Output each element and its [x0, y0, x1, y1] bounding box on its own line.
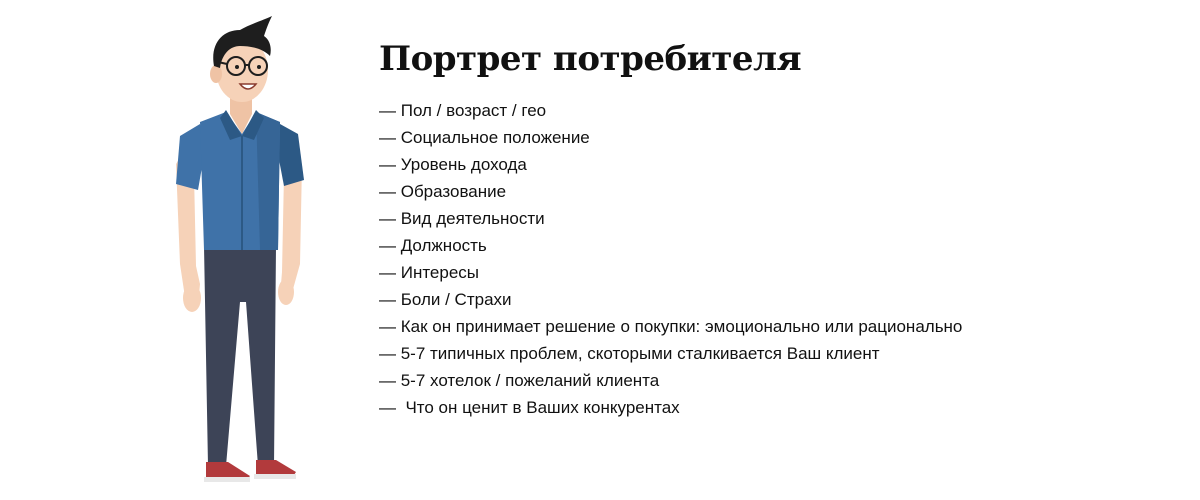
page-title: Портрет потребителя	[379, 39, 802, 79]
list-item: — 5-7 хотелок / пожеланий клиента	[379, 371, 660, 390]
list-item: — 5-7 типичных проблем, скоторыми сталкивается Ваш клиент	[379, 344, 880, 363]
shirt-shade	[256, 112, 280, 250]
portrait-checklist	[379, 97, 1179, 421]
right-shoe-sole	[254, 474, 296, 479]
trousers	[204, 246, 276, 466]
list-item: — Пол / возраст / гео	[379, 101, 547, 120]
consumer-portrait-section	[379, 36, 1179, 421]
list-item: — Должность	[379, 236, 487, 255]
left-eye	[235, 65, 239, 69]
list-item: — Что он ценит в Ваших конкурентах	[379, 398, 680, 417]
right-sleeve	[276, 124, 304, 186]
left-shoe-sole	[204, 477, 250, 482]
man-illustration	[160, 14, 320, 484]
right-hand	[278, 279, 294, 305]
left-hand	[183, 284, 201, 312]
consumer-illustration	[160, 14, 320, 484]
list-item: — Социальное положение	[379, 128, 590, 147]
list-item: — Вид деятельности	[379, 209, 545, 228]
list-item: — Интересы	[379, 263, 480, 282]
right-eye	[257, 65, 261, 69]
list-item: — Как он принимает решение о покупки: эмоционально или рационально	[379, 317, 963, 336]
list-item: — Уровень дохода	[379, 155, 527, 174]
list-item: — Боли / Страхи	[379, 290, 512, 309]
ear	[210, 65, 222, 83]
list-item: — Образование	[379, 182, 507, 201]
